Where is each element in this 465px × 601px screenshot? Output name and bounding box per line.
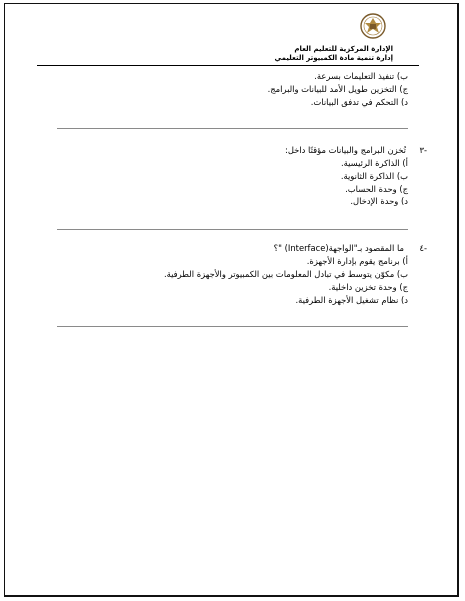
q3-option-a: أ) الذاكرة الرئيسية.	[340, 158, 408, 168]
q4-number: -٤	[419, 243, 427, 253]
q3-option-c: ج) وحدة الحساب.	[345, 184, 408, 194]
q4-option-d: د) نظام تشغيل الأجهزة الطرفية.	[295, 295, 408, 305]
q2-option-c: ج) التخزين طويل الأمد للبيانات والبرامج.	[267, 84, 408, 94]
q4-text: ما المقصود بـ"الواجهة(Interface) "؟	[273, 243, 404, 253]
q2-option-b: ب) تنفيذ التعليمات بسرعة.	[314, 71, 408, 81]
q4-option-a: أ) برنامج يقوم بإدارة الأجهزة.	[306, 256, 408, 266]
q3-option-b: ب) الذاكرة الثانوية.	[340, 171, 408, 181]
q3-text: تُخزن البرامج والبيانات مؤقتًا داخل:	[285, 145, 406, 155]
q4-option-b: ب) مكوّن يتوسط في تبادل المعلومات بين الكمبيوتر والأجهزة الطرفية.	[164, 269, 408, 279]
separator-line	[57, 128, 408, 129]
q3-option-d: د) وحدة الإدخال.	[350, 196, 408, 206]
org-name-line2: إدارة تنمية مادة الكمبيوتر التعليمي	[274, 54, 393, 62]
q4-option-c: ج) وحدة تخزين داخلية.	[328, 282, 408, 292]
separator-line	[57, 326, 408, 327]
org-name-line1: الإدارة المركزية للتعليم العام	[294, 45, 393, 53]
ministry-emblem-logo	[360, 12, 386, 42]
q2-option-d: د) التحكم في تدفق البيانات.	[310, 97, 408, 107]
separator-line	[57, 229, 408, 230]
q3-number: -٣	[419, 145, 427, 155]
header-divider	[37, 65, 419, 66]
